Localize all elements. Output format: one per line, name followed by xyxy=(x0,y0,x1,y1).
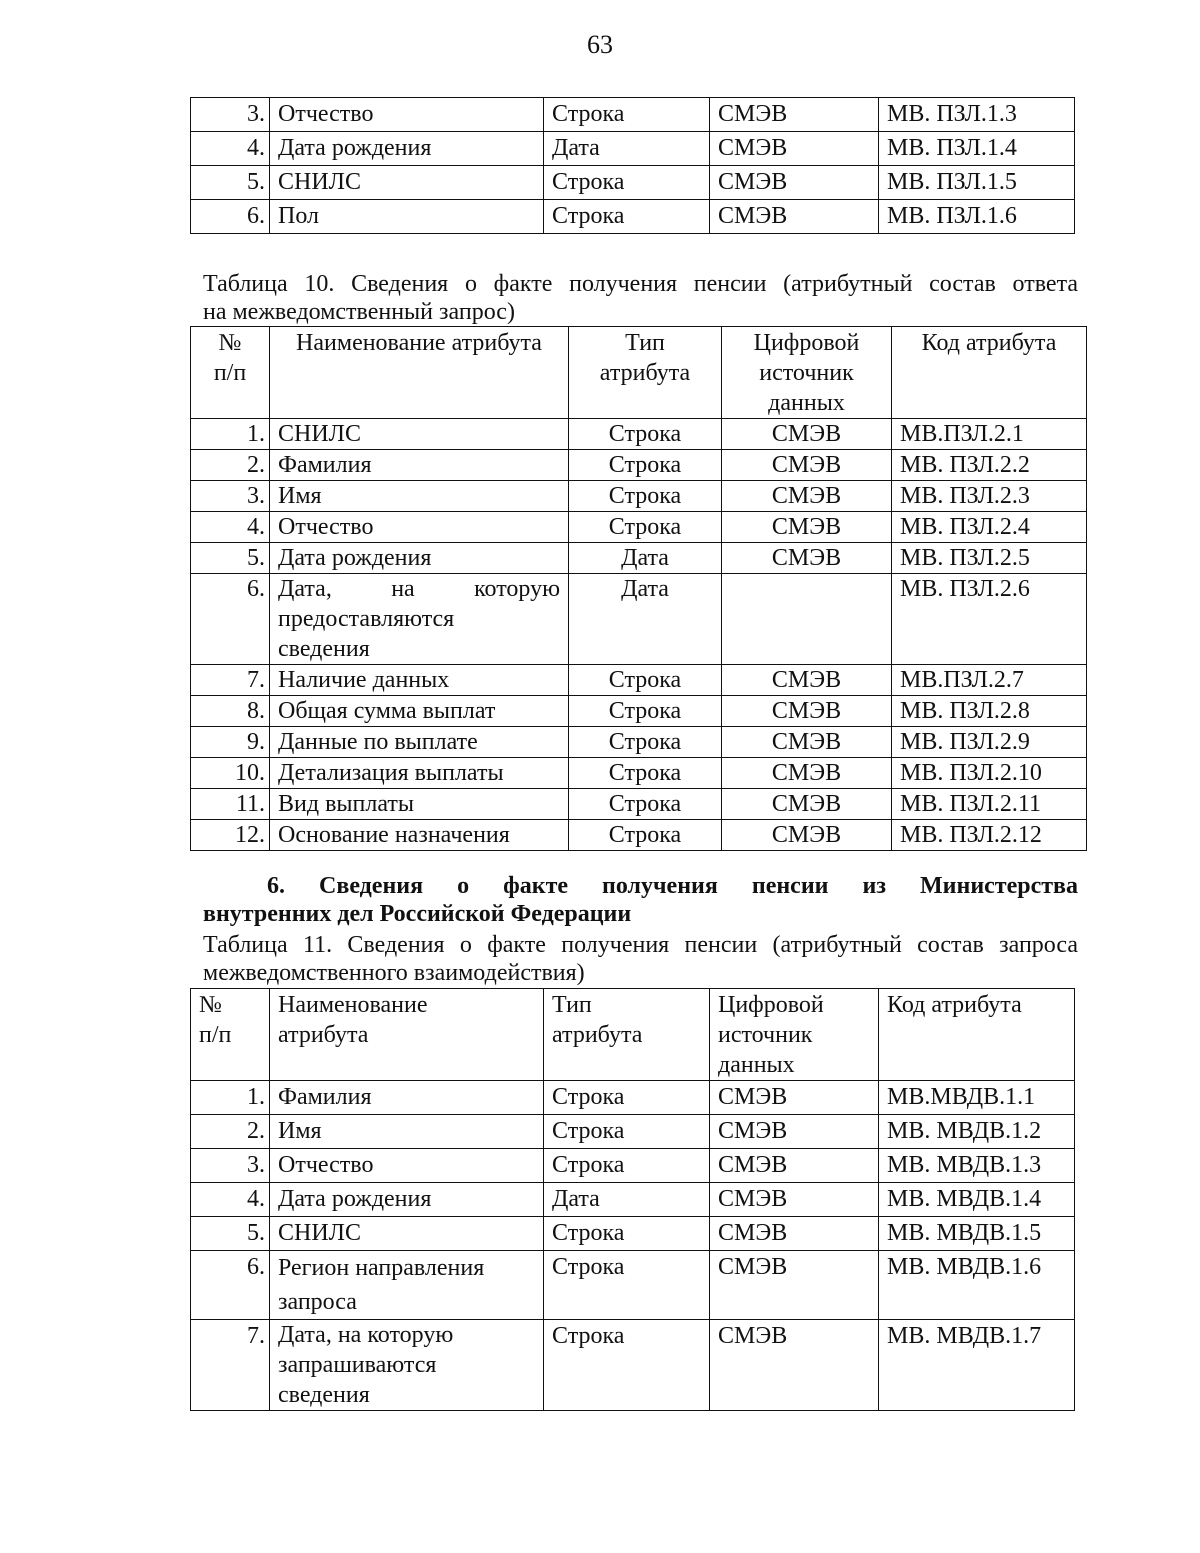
row-number: 2. xyxy=(191,450,270,481)
table10-caption-line2: на межведомственный запрос) xyxy=(203,299,515,325)
attribute-name: Общая сумма выплат xyxy=(270,696,569,727)
attribute-type: Строка xyxy=(544,200,710,234)
row-number: 8. xyxy=(191,696,270,727)
data-source: СМЭВ xyxy=(710,1149,879,1183)
attribute-code: МВ. ПЗЛ.1.3 xyxy=(879,98,1075,132)
header-attribute-name: Наименование атрибута xyxy=(270,327,569,419)
attribute-code: МВ. ПЗЛ.2.6 xyxy=(892,574,1087,665)
attribute-name: Фамилия xyxy=(270,1081,544,1115)
attribute-code: МВ. ПЗЛ.2.9 xyxy=(892,727,1087,758)
table10-caption-line1: Таблица 10. Сведения о факте получения пенсии (атрибутный состав ответа xyxy=(203,271,1078,297)
row-number: 11. xyxy=(191,789,270,820)
table-row xyxy=(191,696,1087,727)
row-number: 4. xyxy=(191,132,270,166)
table-row xyxy=(191,1081,1075,1115)
attribute-code: МВ.ПЗЛ.2.7 xyxy=(892,665,1087,696)
data-source: СМЭВ xyxy=(722,820,892,851)
attribute-name: Регион направления запроса xyxy=(270,1251,544,1320)
table-row xyxy=(191,789,1087,820)
data-source: СМЭВ xyxy=(722,481,892,512)
attribute-type: Строка xyxy=(544,1149,710,1183)
attribute-code: МВ. ПЗЛ.2.11 xyxy=(892,789,1087,820)
attribute-code: МВ.МВДВ.1.1 xyxy=(879,1081,1075,1115)
attribute-name: Дата, на которую предоставляются сведения xyxy=(270,574,569,665)
header-attribute-type: Тип атрибута xyxy=(569,327,722,419)
data-source: СМЭВ xyxy=(710,1320,879,1411)
data-source: СМЭВ xyxy=(710,1115,879,1149)
attribute-type: Строка xyxy=(569,820,722,851)
row-number: 10. xyxy=(191,758,270,789)
attribute-type: Строка xyxy=(544,98,710,132)
attribute-type: Дата xyxy=(569,543,722,574)
table-row xyxy=(191,665,1087,696)
attribute-type: Строка xyxy=(544,1251,710,1320)
header-number: № п/п xyxy=(191,989,270,1081)
attribute-name: Дата, на которую запрашиваются сведения xyxy=(270,1320,544,1411)
data-source: СМЭВ xyxy=(722,758,892,789)
attribute-type: Дата xyxy=(569,574,722,665)
data-source: СМЭВ xyxy=(722,512,892,543)
row-number: 12. xyxy=(191,820,270,851)
attribute-code: МВ. МВДВ.1.5 xyxy=(879,1217,1075,1251)
table-row xyxy=(191,758,1087,789)
row-number: 7. xyxy=(191,665,270,696)
attribute-code: МВ. МВДВ.1.2 xyxy=(879,1115,1075,1149)
attribute-name: Имя xyxy=(270,1115,544,1149)
row-number: 2. xyxy=(191,1115,270,1149)
data-source: СМЭВ xyxy=(710,166,879,200)
table-row xyxy=(191,481,1087,512)
table-row xyxy=(191,419,1087,450)
header-data-source: Цифровой источник данных xyxy=(722,327,892,419)
table-row xyxy=(191,727,1087,758)
attribute-name: Пол xyxy=(270,200,544,234)
attribute-code: МВ. МВДВ.1.4 xyxy=(879,1183,1075,1217)
row-number: 6. xyxy=(191,1251,270,1320)
attribute-code: МВ. ПЗЛ.1.5 xyxy=(879,166,1075,200)
attribute-type: Строка xyxy=(544,1320,710,1411)
attribute-code: МВ. ПЗЛ.2.5 xyxy=(892,543,1087,574)
table-header-row xyxy=(191,327,1087,419)
data-source: СМЭВ xyxy=(722,665,892,696)
data-source: СМЭВ xyxy=(710,132,879,166)
data-source: СМЭВ xyxy=(722,727,892,758)
header-attribute-code: Код атрибута xyxy=(892,327,1087,419)
attribute-type: Строка xyxy=(569,450,722,481)
attribute-name: Вид выплаты xyxy=(270,789,569,820)
data-source xyxy=(722,574,892,665)
table-row xyxy=(191,1320,1075,1411)
attribute-type: Дата xyxy=(544,132,710,166)
attribute-code: МВ. ПЗЛ.2.10 xyxy=(892,758,1087,789)
attribute-type: Строка xyxy=(544,166,710,200)
row-number: 6. xyxy=(191,574,270,665)
row-number: 5. xyxy=(191,166,270,200)
data-source: СМЭВ xyxy=(722,450,892,481)
attribute-type: Строка xyxy=(569,512,722,543)
table-row xyxy=(191,450,1087,481)
attribute-name: Отчество xyxy=(270,98,544,132)
data-source: СМЭВ xyxy=(722,696,892,727)
row-number: 7. xyxy=(191,1320,270,1411)
attribute-type: Строка xyxy=(569,481,722,512)
data-source: СМЭВ xyxy=(710,200,879,234)
data-source: СМЭВ xyxy=(710,1183,879,1217)
row-number: 1. xyxy=(191,1081,270,1115)
attribute-name: Отчество xyxy=(270,1149,544,1183)
header-attribute-code: Код атрибута xyxy=(879,989,1075,1081)
attribute-code: МВ. МВДВ.1.6 xyxy=(879,1251,1075,1320)
data-source: СМЭВ xyxy=(722,419,892,450)
attribute-code: МВ. ПЗЛ.2.8 xyxy=(892,696,1087,727)
attribute-type: Строка xyxy=(569,727,722,758)
attribute-code: МВ. МВДВ.1.7 xyxy=(879,1320,1075,1411)
row-number: 3. xyxy=(191,1149,270,1183)
table-row xyxy=(191,1149,1075,1183)
table11-caption-line2: межведомственного взаимодействия) xyxy=(203,960,585,986)
row-number: 9. xyxy=(191,727,270,758)
attribute-type: Строка xyxy=(544,1081,710,1115)
table-continuation xyxy=(190,97,1075,234)
attribute-name: Дата рождения xyxy=(270,1183,544,1217)
attribute-name: Дата рождения xyxy=(270,132,544,166)
table-row xyxy=(191,512,1087,543)
attribute-name: СНИЛС xyxy=(270,166,544,200)
attribute-code: МВ.ПЗЛ.2.1 xyxy=(892,419,1087,450)
attribute-name: Детализация выплаты xyxy=(270,758,569,789)
row-number: 5. xyxy=(191,543,270,574)
table-row xyxy=(191,132,1075,166)
table-row xyxy=(191,1217,1075,1251)
data-source: СМЭВ xyxy=(710,1251,879,1320)
attribute-code: МВ. ПЗЛ.2.4 xyxy=(892,512,1087,543)
data-source: СМЭВ xyxy=(710,1081,879,1115)
attribute-name: Имя xyxy=(270,481,569,512)
table-row xyxy=(191,574,1087,665)
row-number: 4. xyxy=(191,512,270,543)
attribute-type: Строка xyxy=(569,419,722,450)
data-source: СМЭВ xyxy=(710,1217,879,1251)
header-attribute-name: Наименование атрибута xyxy=(270,989,544,1081)
attribute-type: Дата xyxy=(544,1183,710,1217)
attribute-type: Строка xyxy=(544,1217,710,1251)
attribute-code: МВ. ПЗЛ.1.4 xyxy=(879,132,1075,166)
attribute-name: Фамилия xyxy=(270,450,569,481)
row-number: 3. xyxy=(191,98,270,132)
row-number: 4. xyxy=(191,1183,270,1217)
attribute-name: СНИЛС xyxy=(270,419,569,450)
attribute-code: МВ. ПЗЛ.2.12 xyxy=(892,820,1087,851)
table-row xyxy=(191,98,1075,132)
table-11 xyxy=(190,988,1075,1411)
attribute-type: Строка xyxy=(569,696,722,727)
table-row xyxy=(191,1251,1075,1320)
header-data-source: Цифровой источник данных xyxy=(710,989,879,1081)
table-row xyxy=(191,200,1075,234)
table-row xyxy=(191,1183,1075,1217)
header-attribute-type: Тип атрибута xyxy=(544,989,710,1081)
data-source: СМЭВ xyxy=(722,543,892,574)
data-source: СМЭВ xyxy=(722,789,892,820)
attribute-type: Строка xyxy=(544,1115,710,1149)
row-number: 3. xyxy=(191,481,270,512)
attribute-name: Дата рождения xyxy=(270,543,569,574)
attribute-code: МВ. ПЗЛ.1.6 xyxy=(879,200,1075,234)
row-number: 6. xyxy=(191,200,270,234)
table-row xyxy=(191,543,1087,574)
attribute-name: Данные по выплате xyxy=(270,727,569,758)
page-number: 63 xyxy=(587,30,613,59)
attribute-code: МВ. ПЗЛ.2.3 xyxy=(892,481,1087,512)
attribute-type: Строка xyxy=(569,758,722,789)
section-6-heading-line2: внутренних дел Российской Федерации xyxy=(203,901,632,927)
table-row xyxy=(191,820,1087,851)
data-source: СМЭВ xyxy=(710,98,879,132)
table11-caption-line1: Таблица 11. Сведения о факте получения пенсии (атрибутный состав запроса xyxy=(203,932,1078,958)
table-row xyxy=(191,1115,1075,1149)
table-header-row xyxy=(191,989,1075,1081)
attribute-type: Строка xyxy=(569,789,722,820)
attribute-code: МВ. МВДВ.1.3 xyxy=(879,1149,1075,1183)
attribute-name: СНИЛС xyxy=(270,1217,544,1251)
header-number: № п/п xyxy=(191,327,270,419)
section-6-heading-line1: 6. Сведения о факте получения пенсии из Министерства xyxy=(267,873,1078,899)
table-row xyxy=(191,166,1075,200)
table-10 xyxy=(190,326,1087,851)
attribute-name: Отчество xyxy=(270,512,569,543)
attribute-name: Наличие данных xyxy=(270,665,569,696)
attribute-code: МВ. ПЗЛ.2.2 xyxy=(892,450,1087,481)
attribute-name: Основание назначения xyxy=(270,820,569,851)
row-number: 1. xyxy=(191,419,270,450)
row-number: 5. xyxy=(191,1217,270,1251)
attribute-type: Строка xyxy=(569,665,722,696)
